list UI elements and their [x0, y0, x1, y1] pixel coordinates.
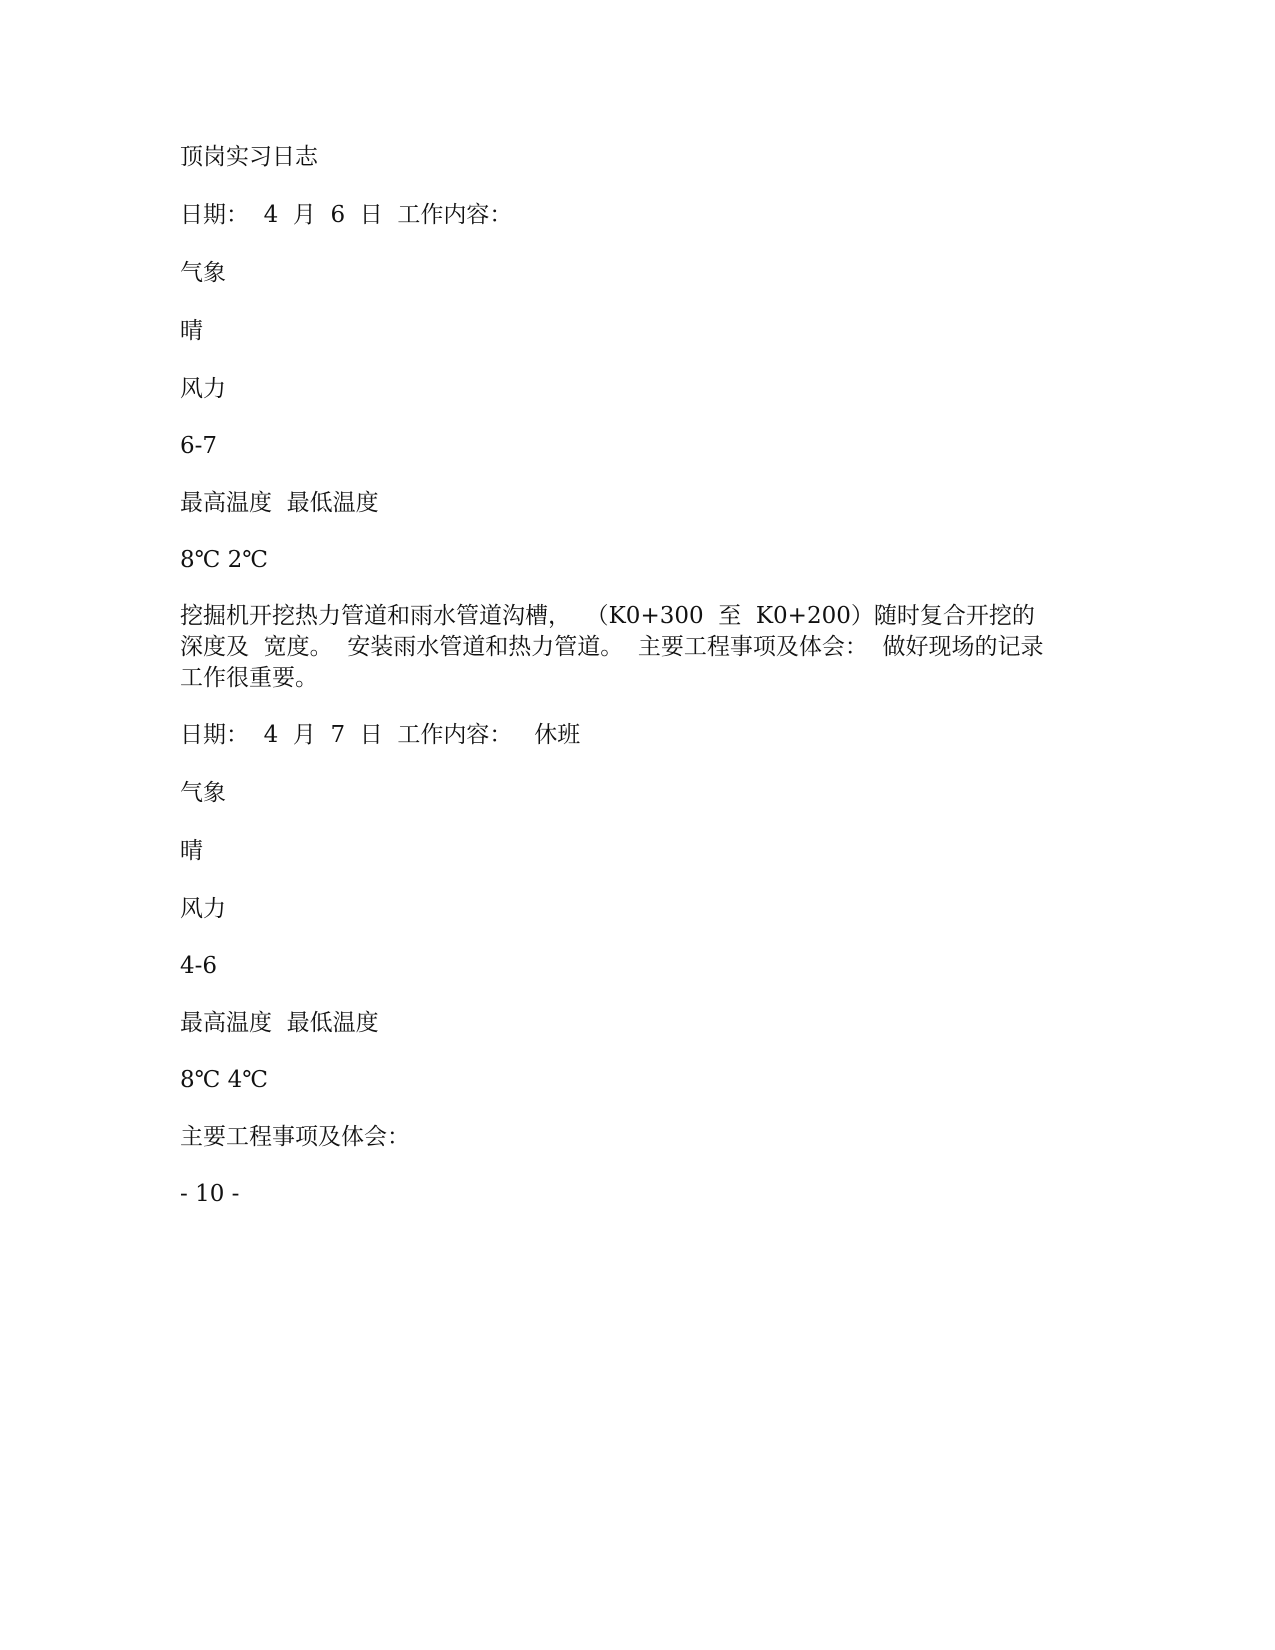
weather-label: 气象	[180, 260, 226, 286]
weather-label: 气象	[180, 780, 226, 806]
temperature-value: 8℃ 2℃	[180, 547, 269, 573]
weather-value: 晴	[180, 838, 203, 864]
temperature-label: 最高温度 最低温度	[180, 1010, 379, 1036]
temperature-value: 8℃ 4℃	[180, 1067, 269, 1093]
temperature-label: 最高温度 最低温度	[180, 490, 379, 516]
entry-date-line: 日期： 4 月 7 日 工作内容： 休班	[180, 722, 581, 748]
work-content-paragraph: 主要工程事项及体会：	[180, 1124, 410, 1150]
page-number: - 10 -	[180, 1181, 240, 1207]
entry-date-line: 日期： 4 月 6 日 工作内容：	[180, 202, 513, 228]
weather-value: 晴	[180, 318, 203, 344]
wind-label: 风力	[180, 376, 226, 402]
wind-value: 6-7	[180, 433, 218, 459]
work-content-paragraph: 挖掘机开挖热力管道和雨水管道沟槽， （K0+300 至 K0+200）随时复合开挖的深度及 宽度。 安装雨水管道和热力管道。 主要工程事项及体会： 做好现场的记录工作很重要。	[180, 603, 1044, 691]
wind-label: 风力	[180, 896, 226, 922]
document-title: 顶岗实习日志	[180, 144, 318, 170]
wind-value: 4-6	[180, 953, 218, 979]
